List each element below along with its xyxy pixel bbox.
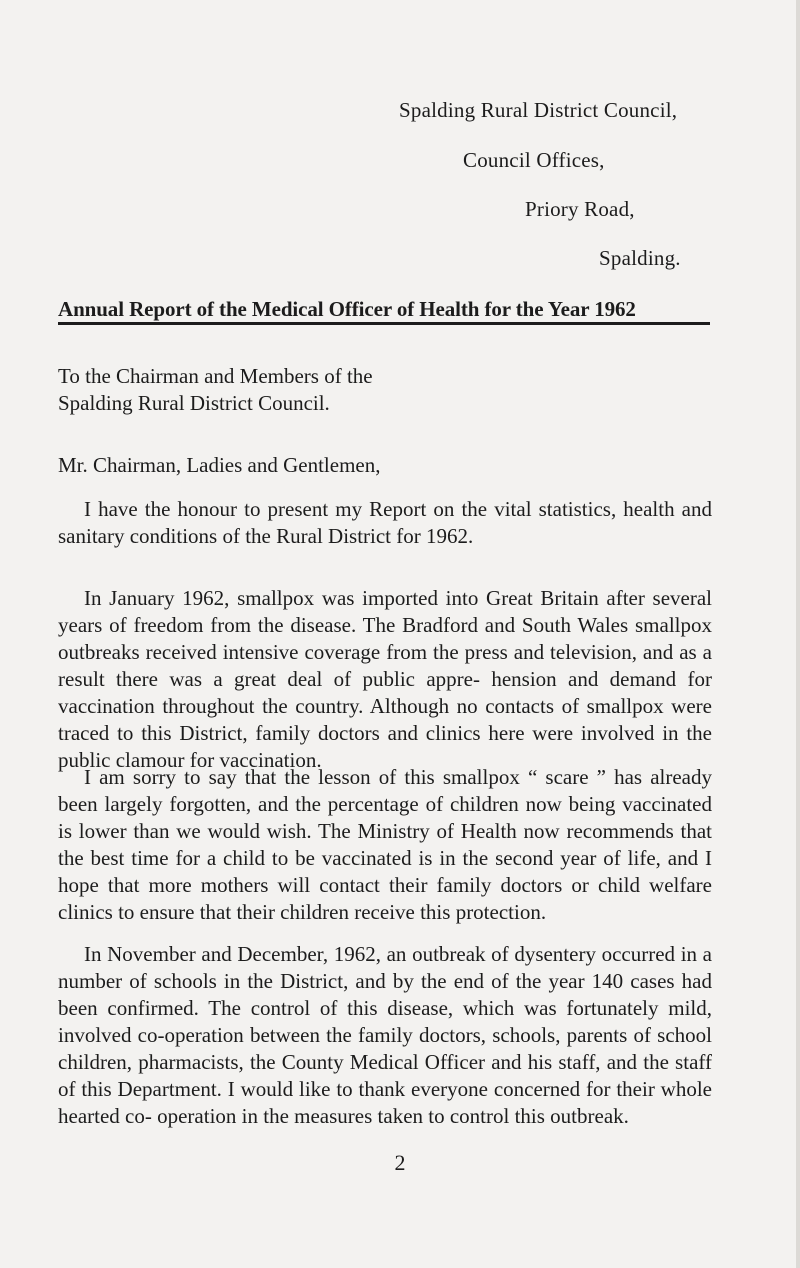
addressee-line-1: To the Chairman and Members of the [58, 364, 373, 388]
page-number: 2 [394, 1150, 406, 1175]
page-edge-shadow [796, 0, 800, 1268]
address-offices: Council Offices, [463, 148, 605, 172]
paragraph-vaccination: I am sorry to say that the lesson of this smallpox “ scare ” has already been largely forgotten, and the percentage of children now being vaccinated is lower than we would wish. The Ministry of Health now recommends that the best time for a child to be vaccinated is in the second year of life, and I hope that more mothers will contact their family doctors or child welfare clinics to ensure that their children receive this protection. [58, 765, 712, 924]
address-council: Spalding Rural District Council, [399, 98, 678, 122]
address-town: Spalding. [599, 246, 681, 270]
paragraph-intro: I have the honour to present my Report on the vital statistics, health and sanitary conditions of the Rural District for 1962. [58, 497, 712, 548]
title-underline [58, 322, 710, 325]
paragraph-dysentery: In November and December, 1962, an outbreak of dysentery occurred in a number of schools in the District, and by the end of the year 140 cases had been confirmed. The control of this disease, which was fortunately mild, involved co-operation between the family doctors, schools, parents of school children, pharmacists, the County Medical Officer and his staff, and the staff of this Department. I would like to thank everyone concerned for their whole hearted co- operation in the measures taken to control this outbreak. [58, 942, 712, 1128]
salutation: Mr. Chairman, Ladies and Gentlemen, [58, 453, 381, 477]
report-title: Annual Report of the Medical Officer of Health for the Year 1962 [58, 297, 636, 321]
paragraph-smallpox: In January 1962, smallpox was imported into Great Britain after several years of freedom from the disease. The Bradford and South Wales smallpox outbreaks received intensive coverage from the press and television, and as a result there was a great deal of public appre- hension and demand for vaccination throughout the country. Although no contacts of smallpox were traced to this District, family doctors and clinics here were involved in the public clamour for vaccination. [58, 586, 712, 772]
address-road: Priory Road, [525, 197, 635, 221]
addressee-line-2: Spalding Rural District Council. [58, 391, 330, 415]
